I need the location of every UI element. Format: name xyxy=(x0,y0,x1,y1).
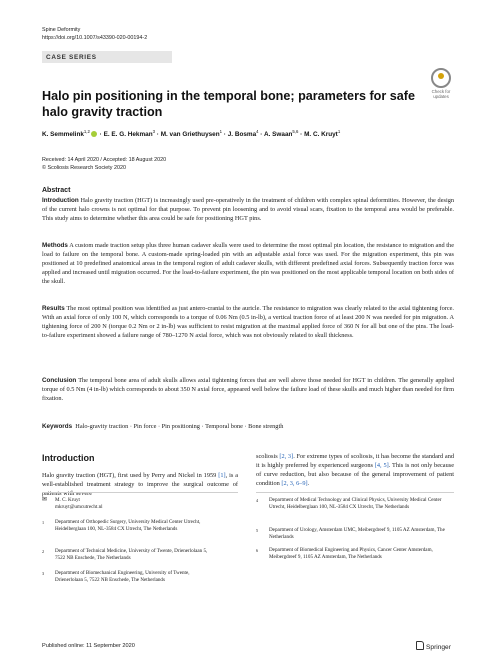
introduction-text: . This is not only because of curve reduction, but also because of the general improvement of patient condition xyxy=(256,462,454,488)
correspondence-email[interactable]: mkruyt@umcutrecht.nl xyxy=(55,504,103,511)
citation-link[interactable]: [2, 3, 6–9] xyxy=(281,480,308,488)
abstract-introduction xyxy=(42,196,454,223)
affiliation xyxy=(42,570,212,584)
author-name[interactable]: J. Bosma xyxy=(227,131,257,139)
citation-link[interactable]: [1] xyxy=(218,472,226,479)
abstract-results-text: The most optimal position was identified as just antero-cranial to the auricle. The resistance to migration was clearly related to the axial tightening force. With an axial force of only 100 N, which corresponds to a torque of 0.06 Nm (0.5 in-lb), a vertical traction force of at least 200 N was needed for pin migration. A tightening force of 200 N (torque 0.2 Nm or 2 in-lb) was sufficient to resist migration at the maximal applied force of 360 N for all but one of the pins. The load-to-failure experiment showed a failure range of 780–1270 N axial force, which was not obviously related to skull thickness. xyxy=(42,305,454,340)
crossmark-icon xyxy=(431,68,451,88)
publisher-logo xyxy=(416,641,451,651)
author-affiliation: 1 xyxy=(337,129,341,134)
introduction-text: , is a well-established treatment strategy to improve the surgical outcome of patients with severe xyxy=(42,472,238,498)
abstract-introduction-text: Halo gravity traction (HGT) is increasingly used pre-operatively in the treatment of children with complex spinal deformities. However, the design of the current halo crowns is not optimal for that purpose. To prevent pin loosening and to avoid visual scars, fixation to the temporal area would be preferable. This study aims to determine whether this area could be safe for positioning HGT pins. xyxy=(42,197,454,223)
affiliation xyxy=(256,497,446,511)
affiliation-text: Department of Medical Technology and Clinical Physics, University Medical Center Utrecht, Heidelberglaan 100, NL-3584 CX Utrecht, The Netherlands xyxy=(269,497,442,511)
footnote-divider xyxy=(256,492,454,493)
affiliation-text: Department of Urology, Amsterdam UMC, Meibergdreef 9, 1105 AZ Amsterdam, The Netherlands xyxy=(269,527,445,541)
abstract-methods-text: A custom made traction setup plus three human cadaver skulls were used to determine the most optimal pin location, the resistance to migration and the load to failure on the temporal bone. A custom-made spring-loaded pin with an adjustable axial force was used. For the migration experiment, this pin was positioned at 10 predefined anatomical areas in the temporal region of adult cadaver skulls, with different predefined axial forces. Subsequently traction force was applied and increased until migration occurred. For the load-to-failure experiment, the pin was positioned on the most applicable temporal location on both sides of the skull. xyxy=(42,242,454,286)
abstract-introduction-label: Introduction xyxy=(42,197,79,204)
author-affiliation: 5,6 xyxy=(292,129,299,134)
author-name[interactable]: M. C. Kruyt xyxy=(304,131,338,139)
affiliation-number: 5 xyxy=(256,528,259,533)
author-affiliation: 1 xyxy=(219,129,223,134)
published-date: Published online: 11 September 2020 xyxy=(42,643,135,649)
author-name[interactable]: A. Swaan xyxy=(263,131,293,139)
author-affiliation: 4 xyxy=(256,129,259,134)
introduction-heading: Introduction xyxy=(42,453,95,463)
affiliation-number: 6 xyxy=(256,548,259,553)
doi-link[interactable]: https://doi.org/10.1007/s43390-020-00194-2 xyxy=(42,35,148,41)
citation-link[interactable]: [2, 3] xyxy=(279,453,294,460)
author-name[interactable]: K. Semmelink xyxy=(42,131,84,139)
author-name[interactable]: E. E. G. Hekman xyxy=(103,131,153,139)
abstract-heading: Abstract xyxy=(42,187,71,194)
introduction-text: . xyxy=(307,480,310,488)
affiliation-number: 1 xyxy=(42,520,45,525)
orcid-icon[interactable] xyxy=(91,131,97,137)
article-type-label: CASE SERIES xyxy=(46,54,97,61)
abstract-methods xyxy=(42,241,454,286)
abstract-methods-label: Methods xyxy=(42,242,68,249)
crossmark-badge[interactable] xyxy=(428,68,454,99)
citation-link[interactable]: [4, 5] xyxy=(374,462,389,470)
keywords-label: Keywords xyxy=(42,423,73,430)
footnote-divider xyxy=(42,492,238,493)
abstract-conclusion-text: The temporal bone area of adult skulls allows axial tightening forces that are well above those needed for HGT in children. The generally applied torque of 0.5 Nm (4 in-lb) which corresponds to about 350 N axial force, appeared well below the failure load of these skulls and much higher than needed for firm fixation. xyxy=(42,377,455,403)
keywords xyxy=(42,423,283,430)
copyright-notice: © Scoliosis Research Society 2020 xyxy=(42,165,126,171)
affiliation-number: 2 xyxy=(42,549,45,554)
introduction-text: scoliosis xyxy=(256,453,280,460)
affiliation xyxy=(42,519,212,533)
author-affiliation: 3 xyxy=(152,129,155,134)
affiliation xyxy=(42,548,212,562)
author-affiliation: 1,2 xyxy=(83,129,90,134)
affiliation-number: 3 xyxy=(42,571,45,576)
author-list: K. Semmelink$^{1,2}$ · E. E. G. Hekman$^3$ · M. van Griethuysen$^1$ · J. Bosma$^4$ · A. Swaan$^{5,6}$ · M. C. Kruyt$^1$ xyxy=(42,129,341,139)
abstract-results xyxy=(42,304,454,340)
correspondence-name: M. C. Kruyt xyxy=(55,497,80,503)
affiliation-text: Department of Biomedical Engineering and Physics, Cancer Center Amsterdam, Meibergdreef 9, 1105 AZ Amsterdam, The Netherlands xyxy=(269,547,433,561)
journal-name: Spine Deformity xyxy=(42,27,81,33)
article-title: Halo pin positioning in the temporal bone; parameters for safe halo gravity traction xyxy=(42,89,415,119)
mail-icon: ✉ xyxy=(42,497,48,503)
publisher-name: Springer xyxy=(426,644,451,651)
affiliation xyxy=(256,527,446,541)
affiliation xyxy=(256,547,446,561)
abstract-conclusion-label: Conclusion xyxy=(42,377,77,384)
abstract-conclusion xyxy=(42,376,454,403)
abstract-results-label: Results xyxy=(42,305,65,312)
keywords-text: Halo-gravity traction · Pin force · Pin positioning · Temporal bone · Bone strength xyxy=(75,423,284,430)
correspondence xyxy=(42,497,238,511)
affiliation-number: 4 xyxy=(256,498,259,503)
affiliation-text: Department of Technical Medicine, University of Twente, Drienerlolaan 5, 7522 NB Enschede, The Netherlands xyxy=(55,548,208,562)
crossmark-label: Check for updates xyxy=(431,89,451,99)
introduction-right-column xyxy=(256,452,454,488)
article-dates: Received: 14 April 2020 / Accepted: 18 August 2020 xyxy=(42,157,167,163)
introduction-text: . For extreme types of scoliosis, it has become the standard and it is highly preferred by experienced surgeons xyxy=(256,453,454,470)
affiliation-text: Department of Orthopedic Surgery, University Medical Center Utrecht, Heidelberglaan 100, NL-3584 CX Utrecht, The Netherlands xyxy=(55,519,201,533)
introduction-text: Halo gravity traction (HGT), first used by Perry and Nickel in 1959 xyxy=(42,472,219,479)
affiliation-text: Department of Biomechanical Engineering, University of Twente, Drienerlolaan 5, 7522 NB Enschede, The Netherlands xyxy=(55,570,190,584)
springer-horse-icon xyxy=(416,641,424,650)
author-name[interactable]: M. van Griethuysen xyxy=(160,131,220,139)
introduction-left-column xyxy=(42,471,238,498)
